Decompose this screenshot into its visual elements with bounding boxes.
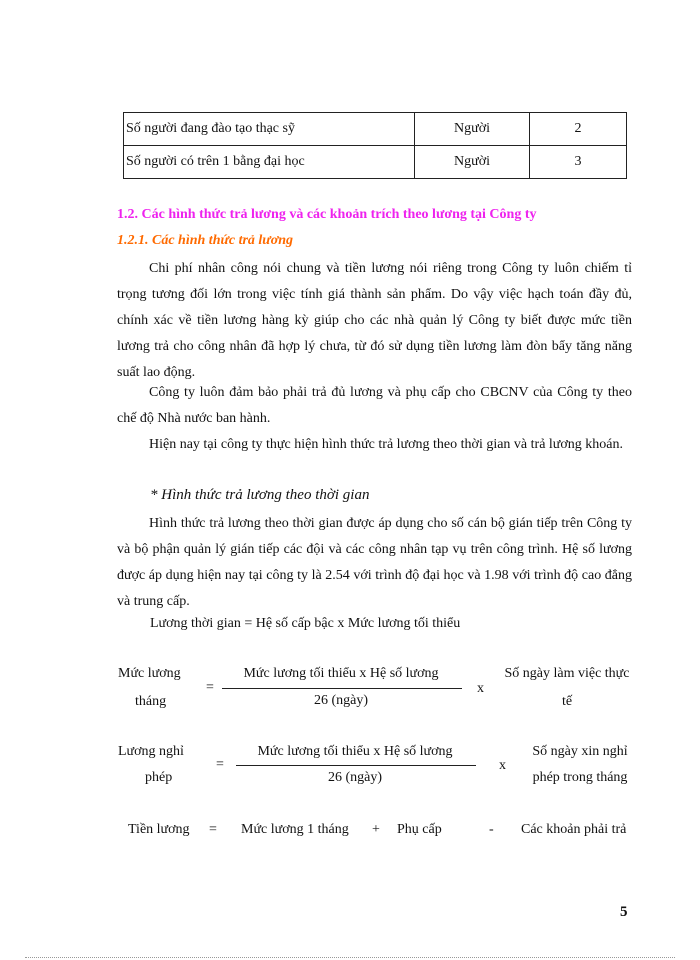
staff-table (123, 112, 627, 179)
table-cell-unit: Người (415, 146, 530, 179)
paragraph-time-pay (117, 511, 632, 615)
formula-rhs: Số ngày xin nghỉ (532, 744, 628, 759)
formula-lhs: Mức lương (118, 666, 181, 681)
page-number: 5 (620, 904, 628, 920)
fraction-bar (236, 765, 476, 766)
table-cell-label: Số người có trên 1 bằng đại học (124, 146, 415, 179)
table-row (124, 146, 627, 179)
table-row (124, 113, 627, 146)
formula-rhs: Số ngày làm việc thực (504, 666, 630, 681)
times-sign: x (499, 758, 506, 773)
fraction-bar (222, 688, 462, 689)
formula-time-wage: Lương thời gian = Hệ số cấp bậc x Mức lương tối thiểu (150, 616, 461, 631)
paragraph-cost (117, 256, 632, 386)
formula-term: Phụ cấp (397, 822, 442, 837)
formula-rhs: phép trong tháng (532, 770, 628, 785)
subsection-heading: 1.2.1. Các hình thức trả lương (117, 233, 293, 248)
table-cell-value: 2 (530, 113, 627, 146)
minus-sign: - (489, 822, 494, 837)
table-cell-value: 3 (530, 146, 627, 179)
formula-lhs: tháng (135, 694, 167, 709)
section-heading: 1.2. Các hình thức trả lương và các khoản trích theo lương tại Công ty (117, 207, 537, 222)
formula-lhs: phép (145, 770, 173, 785)
paragraph-text: Chi phí nhân công nói chung và tiền lương nói riêng trong Công ty luôn chiếm tỉ trọng tương đối lớn trong việc tính giá thành sản phẩm. Do vậy việc hạch toán đầy đủ, chính xác về tiền lương hàng kỳ giúp cho các nhà quản lý Công ty biết được mức tiền lương trả cho công nhân đã hợp lý chưa, từ đó sử dụng tiền lương làm đòn bẩy tăng năng suất lao động. (117, 261, 632, 380)
fraction-numerator: Mức lương tối thiểu x Hệ số lương (243, 666, 439, 681)
paragraph-text: Hình thức trả lương theo thời gian được áp dụng cho số cán bộ gián tiếp trên Công ty và bộ phận quản lý gián tiếp các đội và các công nhân tạp vụ trên công trình. Hệ số lương được áp dụng hiện nay tại công ty là 2.54 với trình độ đại học và 1.98 với trình độ cao đẳng và trung cấp. (117, 516, 632, 609)
paragraph-forms (117, 432, 632, 458)
times-sign: x (477, 681, 484, 696)
fraction-numerator: Mức lương tối thiểu x Hệ số lương (257, 744, 453, 759)
bullet-heading: * Hình thức trả lương theo thời gian (150, 487, 370, 503)
fraction-denominator: 26 (ngày) (327, 770, 383, 785)
fraction-denominator: 26 (ngày) (313, 693, 369, 708)
table-cell-label: Số người đang đào tạo thạc sỹ (124, 113, 415, 146)
paragraph-guarantee (117, 380, 632, 432)
paragraph-text: Công ty luôn đảm bảo phải trả đủ lương và phụ cấp cho CBCNV của Công ty theo chế độ Nhà nước ban hành. (117, 385, 632, 426)
footer-divider (25, 957, 675, 958)
table-cell-unit: Người (415, 113, 530, 146)
paragraph-text: Hiện nay tại công ty thực hiện hình thức trả lương theo thời gian và trả lương khoán. (149, 437, 624, 452)
formula-lhs: Tiền lương (128, 822, 190, 837)
equals-sign: = (206, 680, 214, 695)
plus-sign: + (372, 822, 380, 837)
formula-term: Các khoản phải trả (521, 822, 627, 837)
equals-sign: = (216, 757, 224, 772)
equals-sign: = (209, 822, 217, 837)
formula-rhs: tế (561, 694, 573, 709)
formula-term: Mức lương 1 tháng (241, 822, 349, 837)
formula-lhs: Lương nghỉ (118, 744, 184, 759)
